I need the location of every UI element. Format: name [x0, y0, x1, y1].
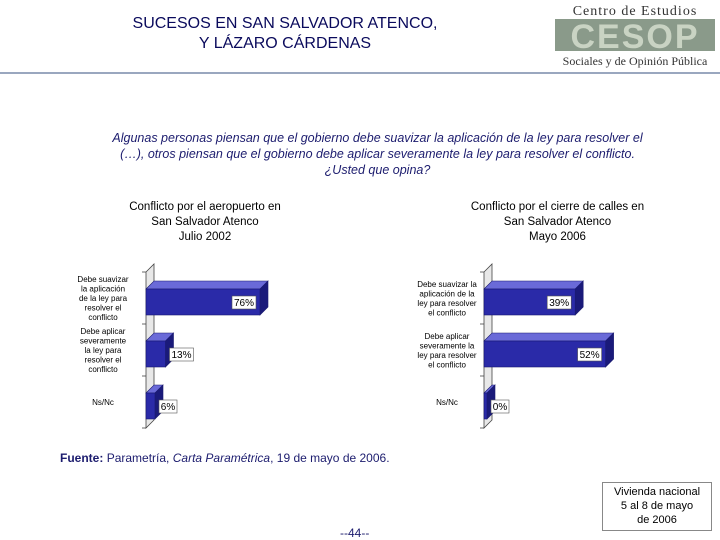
survey-note-box [602, 482, 712, 531]
chart-1-title-line: San Salvador Atenco [151, 216, 259, 228]
value-label: 52% [579, 350, 600, 361]
title-line-2: Y LÁZARO CÁRDENAS [198, 35, 372, 52]
chart-cierre-calles [412, 258, 662, 428]
source-publication: Carta Paramétrica [172, 451, 271, 465]
value-label: 6% [160, 402, 176, 413]
logo-top-text: Centro de Estudios [572, 4, 698, 19]
bar [146, 393, 155, 419]
value-label: 76% [233, 298, 255, 309]
chart-2-title [445, 200, 670, 245]
chart-2-title-line: Mayo 2006 [529, 231, 586, 243]
category-label: Ns/Nc [92, 398, 114, 407]
chart-1-title-line: Conflicto por el aeropuerto en [129, 201, 281, 213]
logo-mark-text: CESOP [570, 18, 700, 56]
chart-aeropuerto [62, 258, 312, 428]
source-label: Fuente: [60, 451, 104, 465]
source-org: Parametría, [106, 451, 170, 465]
value-label: 39% [549, 298, 570, 309]
chart-1-title [100, 200, 310, 245]
source-date: , 19 de mayo de 2006. [270, 451, 390, 465]
bar [484, 393, 487, 419]
note-line: 5 al 8 de mayo [620, 500, 694, 512]
chart-2-title-line: San Salvador Atenco [503, 216, 612, 228]
chart-2-title-line: Conflicto por el cierre de calles en [470, 201, 645, 213]
note-line: Vivienda nacional [613, 486, 701, 498]
title-line-1: SUCESOS EN SAN SALVADOR ATENCO, [132, 15, 438, 32]
bar-top-face [146, 281, 268, 289]
cesop-logo [555, 2, 715, 72]
header-divider [0, 72, 720, 74]
page-title [60, 14, 510, 54]
source-note [60, 451, 390, 465]
bar [146, 341, 166, 367]
bar-top-face [484, 281, 583, 289]
category-label: Debe suavizar la aplicación de la ley para resolver el conflicto [77, 275, 129, 322]
value-label: 0% [492, 402, 508, 413]
value-label: 13% [171, 350, 192, 361]
category-label: Debe aplicar severamente la ley para resolver el conflicto [79, 327, 127, 374]
logo-bottom-text: Sociales y de Opinión Pública [562, 54, 708, 68]
bar-top-face [484, 333, 614, 341]
category-label: Debe aplicar severamente la ley para resolver el conflicto [417, 331, 477, 370]
page-number: --44-- [340, 526, 370, 540]
survey-question: Algunas personas piensan que el gobierno debe suavizar la aplicación de la ley para resolver el (…), otros piensan que el gobierno debe aplicar severamente la ley para resolver el conflicto. ¿Usted que opina? [112, 131, 643, 177]
category-label: Debe suavizar la aplicación de la ley para resolver el conflicto [417, 279, 477, 318]
category-label: Ns/Nc [436, 398, 458, 407]
note-line: de 2006 [637, 514, 677, 526]
chart-1-title-line: Julio 2002 [178, 231, 232, 243]
